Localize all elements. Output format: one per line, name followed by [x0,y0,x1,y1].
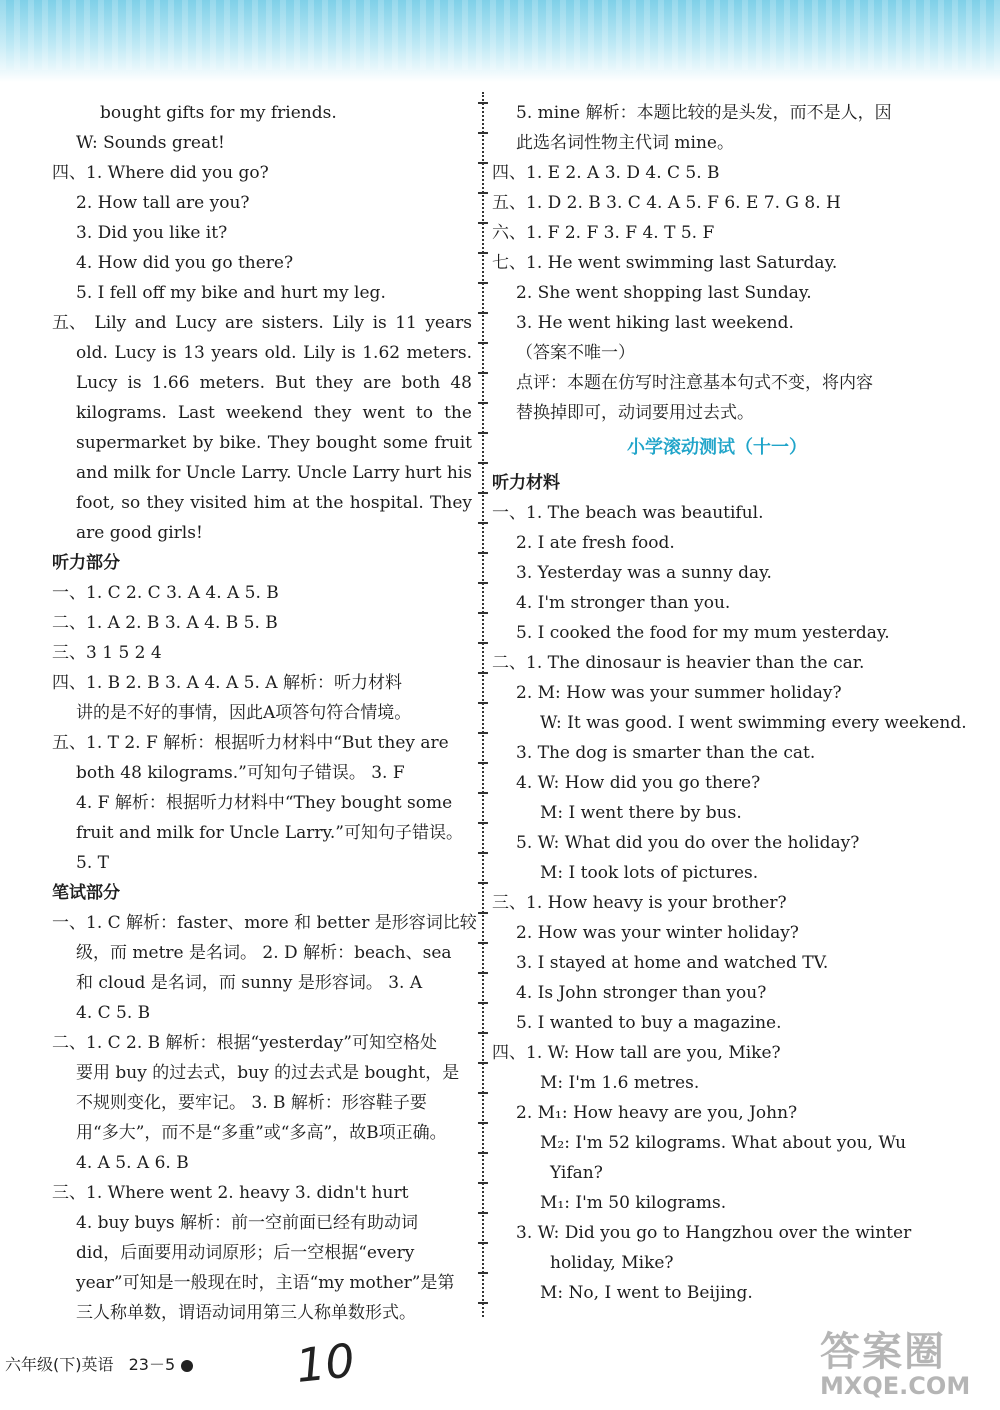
word: hurt [404,463,442,483]
word: they [313,403,352,423]
word: at [292,493,310,513]
word: Lily [303,343,335,363]
word: old. [264,343,297,363]
divider-tick [478,822,488,824]
listening-script [492,468,967,1308]
word: Uncle [185,463,236,483]
word: milk [113,463,151,483]
watermark-cn: 答案圈 [820,1329,946,1375]
text-line: 三、1. Where went 2. heavy 3. didn't hurt [52,1183,409,1203]
divider-tick [478,552,488,554]
divider-tick [478,942,488,944]
text-line: bought gifts for my friends. [100,103,337,123]
section-title: 小学滚动测试（十一） [627,437,807,458]
section-heading: 笔试部分 [52,883,120,903]
word: are [225,313,254,333]
text-line: 4. buy buys 解析：前一空前面已经有助动词 [76,1213,419,1233]
text-line: 用“多大”，而不是“多重”或“多高”，故B项正确。 [76,1123,447,1143]
text-line: 5. I cooked the food for my mum yesterday. [516,623,890,643]
text-line: 要用 buy 的过去式，buy 的过去式是 bought，是 [76,1063,460,1083]
divider-tick [478,282,488,284]
divider-tick [478,132,488,134]
divider-tick [478,672,488,674]
word: is [341,343,356,363]
text-line: 4. I'm stronger than you. [516,593,731,613]
word: the [444,403,472,423]
divider-tick [478,462,488,464]
word: they [146,493,184,513]
word: Lucy [76,373,118,393]
divider-tick [478,792,488,794]
word: meters. [199,373,265,393]
divider-tick [478,222,488,224]
word: old. [76,343,108,363]
word: went [362,403,405,423]
word: for [155,463,181,483]
divider-tick [478,1182,488,1184]
text-line: 一、1. C 解析：faster、more 和 better 是形容词比较 [52,913,477,933]
divider-tick [478,1092,488,1094]
text-line: 5. I fell off my bike and hurt my leg. [76,283,386,303]
text-line: 讲的是不好的事情，因此A项答句符合情境。 [76,703,412,723]
text-line: 一、1. The beach was beautiful. [492,503,764,523]
word: 11 [395,313,417,333]
watermark [790,1320,995,1405]
word: are [362,373,392,393]
word: the [315,493,344,513]
word: years [425,313,472,333]
text-line: 四、1. B 2. B 3. A 4. A 5. A 解析：听力材料 [52,673,402,693]
header-band [0,0,1000,82]
text-line: 不规则变化，要牢记。 3. B 解析：形容鞋子要 [76,1093,427,1113]
word: some [382,433,429,453]
divider-tick [478,432,488,434]
word: Uncle [296,463,348,483]
divider-tick [478,582,488,584]
watermark-en: MXQE.COM [820,1372,971,1400]
text-line: 五、1. D 2. B 3. C 4. A 5. F 6. E 7. G 8. H [492,193,841,213]
text-line: M₂: I'm 52 kilograms. What about you, Wu [540,1133,907,1153]
word: both [401,373,441,393]
text-line: 四、1. Where did you go? [52,163,269,183]
divider-tick [478,702,488,704]
text-line: 4. A 5. A 6. B [76,1153,189,1173]
text-line: 4. Is John stronger than you? [516,983,767,1003]
text-line: 2. M₁: How heavy are you, John? [516,1103,798,1123]
word: Larry [352,463,400,483]
bullet-dot-icon [181,1360,193,1372]
text-line: 5. mine 解析：本题比较的是头发，而不是人，因 [516,103,892,123]
footer-code: 23－5 [128,1355,176,1374]
text-line: 5. I wanted to buy a magazine. [516,1013,782,1033]
word: fruit [434,433,472,453]
word: sisters. [261,313,324,333]
word: to [415,403,433,423]
word: is [372,313,387,333]
word: so [121,493,141,513]
word: and [76,463,108,483]
text-line: 三人称单数，谓语动词用第三人称单数形式。 [76,1303,416,1323]
text-line: 四、1. W: How tall are you, Mike? [492,1043,781,1063]
word: 13 [183,343,205,363]
text-line: 3. W: Did you go to Hangzhou over the winter [516,1223,912,1243]
text-line: 二、1. A 2. B 3. A 4. B 5. B [52,613,278,633]
word: Lucy [114,343,156,363]
text-line: year”可知是一般现在时，主语“my mother”是第 [76,1273,455,1293]
text-line: 5. W: What did you do over the holiday? [516,833,860,853]
word: and [134,313,167,333]
text-line: W: Sounds great! [76,133,225,153]
text-line: W: It was good. I went swimming every weekend. [540,713,967,733]
text-line: 3. I stayed at home and watched TV. [516,953,829,973]
word: by [192,433,214,453]
word: bike. [219,433,262,453]
word: But [275,373,306,393]
text-line: 3. Did you like it? [76,223,228,243]
text-line: 5. T [76,853,109,873]
word: 五、 [52,313,86,333]
text-line: did，后面要用动词原形；后一空根据“every [76,1243,415,1263]
divider-tick [478,162,488,164]
divider-tick [478,1152,488,1154]
text-line: 2. How was your winter holiday? [516,923,799,943]
text-line: 4. W: How did you go there? [516,773,761,793]
text-line: 3. He went hiking last weekend. [516,313,794,333]
text-line: fruit and milk for Uncle Larry.”可知句子错误。 [76,823,463,843]
word: Lucy [175,313,217,333]
divider-tick [478,252,488,254]
word: Lily [332,313,365,333]
divider-tick [478,882,488,884]
section-heading: 听力部分 [52,553,120,573]
text-line [52,488,472,518]
right-column [492,98,967,1308]
divider-tick [478,192,488,194]
text-line: 点评：本题在仿写时注意基本句式不变，将内容 [516,373,873,393]
text-line: 七、1. He went swimming last Saturday. [492,253,838,273]
word: Larry. [241,463,292,483]
word: visited [190,493,248,513]
divider-tick [478,1272,488,1274]
word: his [446,463,472,483]
text-line: both 48 kilograms.”可知句子错误。 3. F [76,763,405,783]
word: supermarket [76,433,187,453]
divider-tick [478,522,488,524]
text-line: 六、1. F 2. F 3. F 4. T 5. F [492,223,715,243]
word: Lily [94,313,127,333]
word: 1.62 [362,343,401,363]
text-line: 3. Yesterday was a sunny day. [516,563,772,583]
text-line: 此选名词性物主代词 mine。 [516,133,734,153]
word: They [430,493,472,513]
text-line: 3. The dog is smarter than the cat. [516,743,816,763]
left-column [52,98,477,1328]
word: is [127,373,142,393]
text-line: are good girls! [76,523,203,543]
divider-tick [478,312,488,314]
word: hospital. [349,493,424,513]
word: 48 [450,373,472,393]
footer-grade: 六年级(下)英语 [5,1355,114,1374]
divider-tick [478,762,488,764]
text-line: M: I'm 1.6 metres. [540,1073,700,1093]
text-line: 4. How did you go there? [76,253,294,273]
text-line: Yifan? [550,1163,603,1183]
text-line: 三、1. How heavy is your brother? [492,893,787,913]
text-line: 2. M: How was your summer holiday? [516,683,842,703]
text-line: holiday, Mike? [550,1253,674,1273]
section-heading: 听力材料 [492,473,560,493]
text-line: （答案不唯一） [516,343,635,363]
divider-tick [478,402,488,404]
divider-tick [478,1002,488,1004]
text-line: 三、3 1 5 2 4 [52,643,162,663]
text-line: 一、1. C 2. C 3. A 4. A 5. B [52,583,279,603]
word: kilograms. [76,403,167,423]
page-number: 10 [293,1333,358,1393]
word: weekend [225,403,303,423]
text-line [52,338,472,368]
divider-tick [478,372,488,374]
divider-tick [478,1242,488,1244]
divider-tick [478,1062,488,1064]
divider-tick [478,1212,488,1214]
divider-tick [478,732,488,734]
text-line [52,398,472,428]
divider-tick [478,1302,488,1304]
word: Last [177,403,215,423]
right-answers [492,98,942,428]
text-line [52,428,472,458]
word: him [253,493,287,513]
divider-tick [478,102,488,104]
divider-tick [478,492,488,494]
text-line: 二、1. C 2. B 解析：根据“yesterday”可知空格处 [52,1033,437,1053]
divider-tick [478,612,488,614]
word: 1.66 [151,373,190,393]
text-line [52,368,472,398]
text-line: 2. She went shopping last Sunday. [516,283,812,303]
text-line: 级，而 metre 是名词。 2. D 解析：beach、sea [76,943,452,963]
text-line [52,308,472,338]
word: years [211,343,259,363]
text-line: 四、1. E 2. A 3. D 4. C 5. B [492,163,720,183]
text-line: 二、1. The dinosaur is heavier than the car. [492,653,865,673]
divider-tick [478,912,488,914]
divider-tick [478,1032,488,1034]
text-line: M: I took lots of pictures. [540,863,759,883]
text-line: M: I went there by bus. [540,803,742,823]
divider-tick [478,972,488,974]
text-line: 五、1. T 2. F 解析：根据听力材料中“But they are [52,733,449,753]
word: is [162,343,177,363]
text-line: M: No, I went to Beijing. [540,1283,753,1303]
word: meters. [406,343,472,363]
divider-tick [478,342,488,344]
divider-tick [478,642,488,644]
word: They [267,433,310,453]
text-line [52,458,472,488]
divider-tick [478,852,488,854]
word: bought [315,433,377,453]
text-line: 2. How tall are you? [76,193,250,213]
footer [5,1352,193,1375]
text-line: M₁: I'm 50 kilograms. [540,1193,727,1213]
word: they [315,373,353,393]
word: foot, [76,493,115,513]
text-line: 4. C 5. B [76,1003,151,1023]
text-line: 2. I ate fresh food. [516,533,675,553]
text-line: 替换掉即可，动词要用过去式。 [516,403,754,423]
text-line: 4. F 解析：根据听力材料中“They bought some [76,793,453,813]
text-line: 和 cloud 是名词，而 sunny 是形容词。 3. A [76,973,423,993]
divider-tick [478,1122,488,1124]
